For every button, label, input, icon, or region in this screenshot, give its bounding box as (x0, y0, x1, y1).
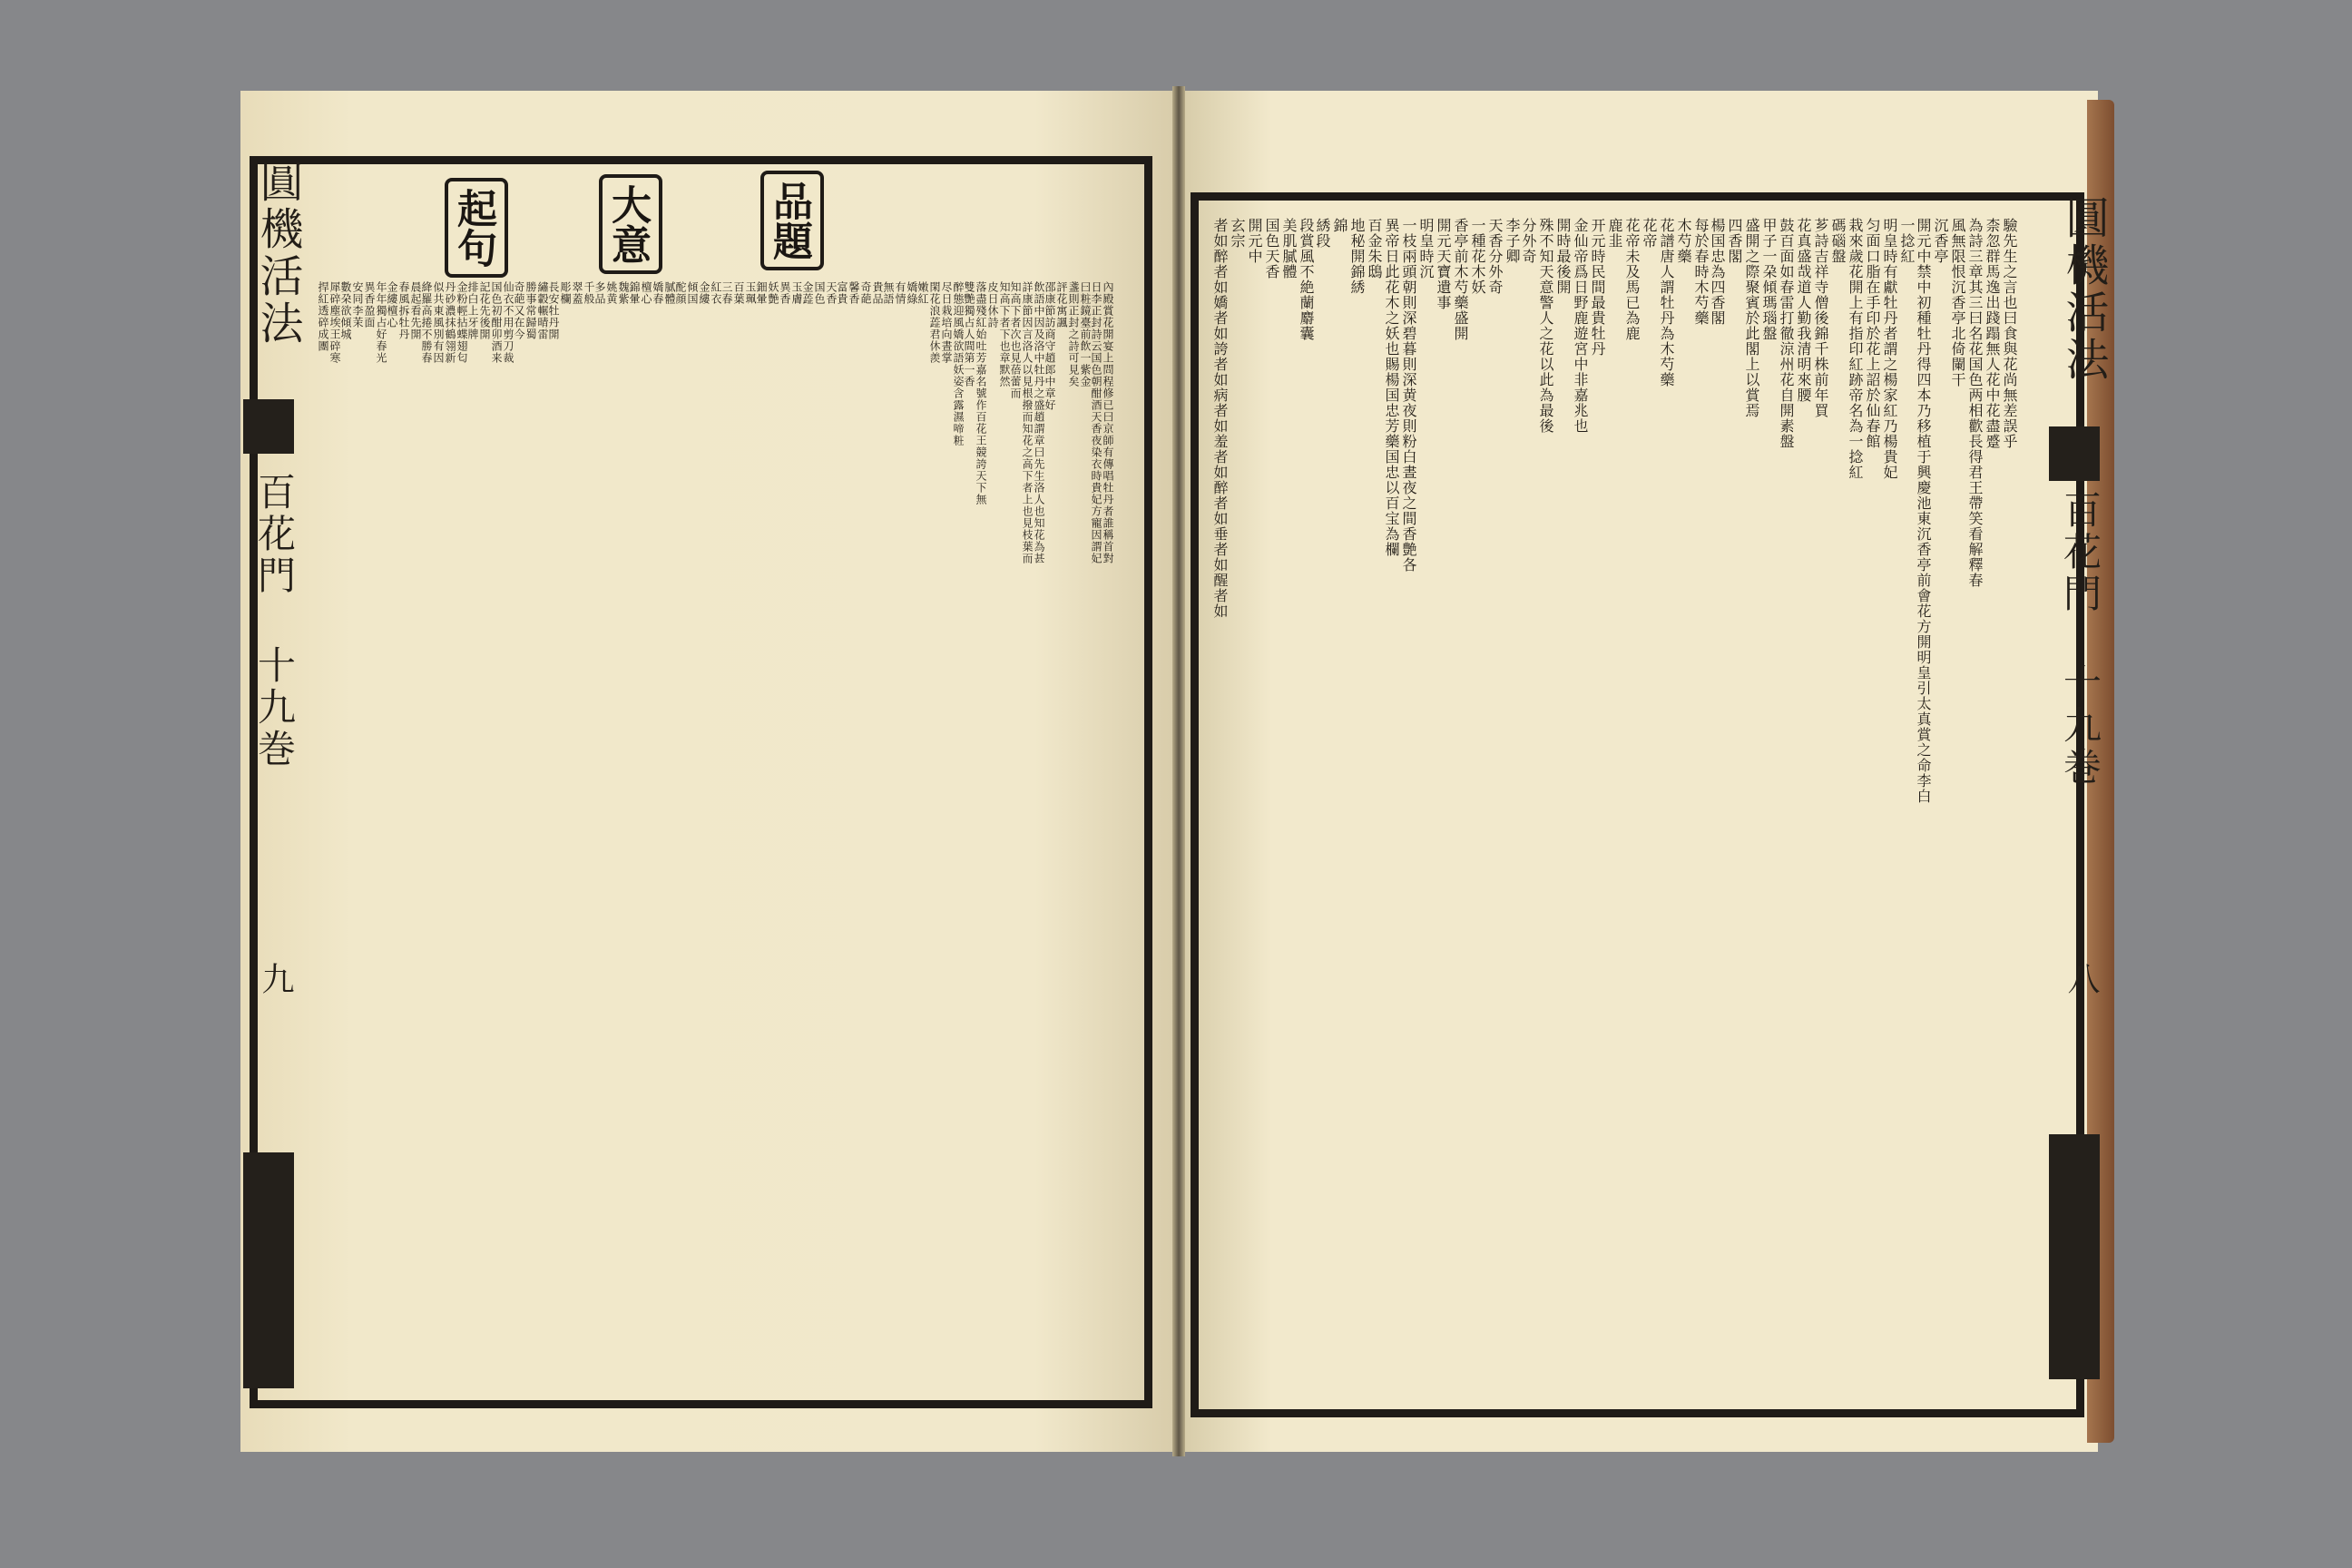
text-column: 芗詩吉祥寺僧後錦千株前年買 (1812, 218, 1829, 418)
left-page-number: 九 (257, 962, 294, 995)
text-column: 開時最後開 (1554, 218, 1572, 295)
text-column: 犀碎塵埃王碎寒 (328, 281, 341, 364)
text-column: 飲語中因及洛中牡丹之盛趙謂章曰先生洛人也知花為甚 (1033, 281, 1045, 564)
text-column: 香亭前木芍藥盛開 (1452, 218, 1469, 341)
text-column: 国色 (813, 281, 826, 305)
text-column: 貴品 (871, 281, 884, 305)
text-column: 金蕋 (801, 281, 814, 305)
text-column: 開元天寶遺事 (1435, 218, 1452, 310)
heading-dayi: 大意 (599, 174, 662, 274)
text-column: 無語 (882, 281, 895, 305)
text-column: 三春 (720, 281, 733, 305)
text-column: 百金朱鴟 (1366, 218, 1383, 279)
left-margin-section: 百花門 十九巻 (252, 472, 297, 770)
text-column: 酡顔 (674, 281, 687, 305)
text-column: 內殿賞花開宴上問程修已曰京師有傳唱牡丹者誰稱首對 (1102, 281, 1114, 564)
text-column: 金縷檀心 (386, 281, 398, 328)
text-column: 丹砂濃抹鶴翎新 (444, 281, 456, 364)
text-column: 捍紅透碎成團 (317, 281, 329, 352)
text-column: 盛開之際聚賓於此閣上以賞焉 (1743, 218, 1760, 418)
text-column: 玄宗 (1229, 218, 1246, 249)
text-column: 知高下者下也章默然 (998, 281, 1011, 387)
text-column: 国色天香 (1263, 218, 1280, 279)
text-column: 沉香亭 (1932, 218, 1949, 264)
text-column: 金縷 (698, 281, 710, 305)
text-column: 木芍藥 (1675, 218, 1692, 264)
text-column: 安同李茉 (351, 281, 364, 328)
text-column: 驗先生之言也曰食與花尚無差誤乎 (2001, 218, 2018, 449)
book-gutter (1172, 86, 1185, 1456)
text-column: 閑花浪蕋君休羨 (928, 281, 941, 364)
text-column: 楊国忠為四香閣 (1709, 218, 1726, 326)
text-column: 花帝未及馬已為鹿 (1623, 218, 1641, 341)
text-column: 奇葩 (859, 281, 872, 305)
text-column: 似共東風別有因 (432, 281, 445, 364)
right-page-number: 八 (2063, 962, 2100, 995)
right-fold-band-top (2049, 426, 2100, 481)
text-column: 開元中禁中初種牡丹得四本乃移植于興慶池東沉香亭前會花方開明皇引太真賞之命李白 (1915, 218, 1932, 804)
text-column: 邵康節訪商守趙郎中章好 (1044, 281, 1056, 411)
text-column: 綉段 (1314, 218, 1331, 249)
text-column: 栽來歲花開上有指印紅跡帝名為一捻紅 (1847, 218, 1864, 480)
text-column: 長安牡丹開 (547, 281, 560, 340)
text-column: 詳康節因言洛人以見根撥而知花之高下者上也見枝葉而 (1021, 281, 1034, 564)
right-fold-band-bottom (2049, 1134, 2100, 1379)
text-column: 天香分外奇 (1486, 218, 1504, 295)
text-column: 花譜唐人謂牡丹為木芍藥 (1658, 218, 1675, 387)
text-column: 膩體 (663, 281, 676, 305)
text-column: 開元中 (1246, 218, 1263, 264)
text-column: 皮日休詩 (986, 281, 999, 328)
text-column: 尽日栽培向晝掌 (940, 281, 953, 364)
text-column: 玉膚 (790, 281, 803, 305)
text-column: 傾国 (686, 281, 699, 305)
text-column: 姚黄 (605, 281, 618, 305)
text-column: 天香 (825, 281, 838, 305)
text-column: 地秘開錦綉 (1348, 218, 1366, 295)
text-column: 雙艷獨占人間第一香 (963, 281, 975, 387)
text-column: 妖艶 (767, 281, 779, 305)
left-margin-title: 圓機活法 (252, 159, 303, 348)
text-column: 百葉 (732, 281, 745, 305)
text-column: 晨起看先開 (409, 281, 422, 340)
text-column: 匀面口脂在手印於花上詔於仙春館 (1864, 218, 1881, 449)
text-column: 有情 (894, 281, 906, 305)
text-column: 紅衣 (710, 281, 722, 305)
text-column: 鼓百面如春雷打徹涼州花自開素盤 (1778, 218, 1795, 449)
text-column: 知高下者次也見蓓蕾而 (1009, 281, 1022, 399)
text-column: 一種花木妖 (1469, 218, 1486, 295)
text-column: 馨香 (848, 281, 860, 305)
text-column: 彫欄 (559, 281, 572, 305)
text-column: 異香盈面 (363, 281, 376, 328)
text-column: 甲子一朶傾瑪瑙盤 (1760, 218, 1778, 341)
text-column: 明皇時有獻牡丹者謂之楊家紅乃楊貴妃 (1881, 218, 1898, 480)
text-column: 記花先後開 (478, 281, 491, 340)
text-column: 殊不知天意警人之花以此為最後 (1537, 218, 1554, 434)
text-column: 異香 (779, 281, 791, 305)
text-column: 每於春時木芍藥 (1692, 218, 1710, 326)
text-column: 春風拆牡丹 (397, 281, 410, 340)
text-column: 曰粧鏡臺前飲一紫金 (1079, 281, 1092, 387)
text-column: 金粉輕拈蝶翅匂 (456, 281, 468, 364)
text-column: 錦暈 (628, 281, 641, 305)
text-column: 絳羅高捲不勝春 (420, 281, 433, 364)
text-column: 繡轂輾晴雷 (536, 281, 549, 340)
text-column: 嬌春 (652, 281, 664, 305)
text-column: 檀心 (640, 281, 652, 305)
text-column: 日李正封詩云国色朝酣酒天香夜染衣時貴妃方寵因謂妃 (1090, 281, 1102, 564)
text-column: 花真盛哉道人勤我清明來腰 (1795, 218, 1812, 403)
heading-qiju: 起句 (445, 178, 508, 278)
fold-band-bottom (243, 1152, 294, 1388)
text-column: 評花寓諷 (1055, 281, 1068, 328)
text-column: 一枝兩頭朝則深碧暮則深黄夜則粉白晝夜之間香艶各 (1400, 218, 1417, 573)
text-column: 異帝日此花木之妖也賜楊国忠芳藥国忠以百宝為欄 (1383, 218, 1400, 557)
text-column: 富貴 (836, 281, 848, 305)
text-column: 鹿韭 (1606, 218, 1623, 249)
text-column: 翠蓋 (571, 281, 583, 305)
text-column: 年年獨占好春光 (375, 281, 387, 364)
text-column: 落盡殘紅始吐芳嘉名號作百花王競誇天下無 (975, 281, 987, 505)
text-column: 玉珮 (744, 281, 757, 305)
text-column: 李子卿 (1504, 218, 1521, 264)
text-column: 鈿暈 (755, 281, 768, 305)
text-column: 开元時民間最貴牡丹 (1589, 218, 1606, 357)
right-margin-section: 百花門 十九巻 (2058, 490, 2102, 789)
text-column: 為詩三章其三曰名花国色两相歡長得君王帶笑看解釋春 (1966, 218, 1984, 588)
text-column: 嬌綠 (906, 281, 918, 305)
heading-pinti: 品題 (760, 171, 824, 270)
text-column: 花帝 (1641, 218, 1658, 249)
text-column: 明皇時沉 (1417, 218, 1435, 279)
text-column: 錦 (1331, 218, 1348, 233)
text-column: 美肌膩體 (1280, 218, 1298, 279)
text-column: 醉態迎風嬌欲語妖姿含露濕啼粧 (952, 281, 965, 446)
text-column: 段賞風不絶蘭麝囊 (1298, 218, 1315, 341)
text-column: 一捻紅 (1898, 218, 1916, 264)
text-column: 風無限恨沉香亭北倚闌干 (1949, 218, 1966, 387)
text-column: 多品 (593, 281, 606, 305)
text-column: 勝事常歸蜀 (524, 281, 537, 340)
text-column: 魏紫 (617, 281, 630, 305)
text-column: 嫩紅 (916, 281, 929, 305)
text-column: 碼碯盤 (1829, 218, 1847, 264)
fold-band-top (243, 399, 294, 454)
text-column: 国色初酣卯酒来 (490, 281, 503, 364)
right-margin-title: 圓機活法 (2058, 195, 2109, 384)
text-column: 者如醉者如嬌者如誇者如病者如羞者如醉者如垂者如醒者如 (1211, 218, 1229, 619)
text-column: 金仙帝爲日野鹿遊宮中非嘉兆也 (1572, 218, 1589, 434)
text-column: 分外奇 (1520, 218, 1537, 264)
text-column: 排白上牙牌 (466, 281, 479, 340)
text-column: 盞則正封之詩可見矣 (1067, 281, 1080, 387)
text-column: 仙衣不用剪刀裁 (502, 281, 514, 364)
text-column: 柰忽群馬逸出踐蹋無人花中花盡蹙 (1984, 218, 2001, 449)
text-column: 奇葩又在今 (513, 281, 525, 340)
text-column: 四香閣 (1726, 218, 1743, 264)
text-column: 數朶欲傾城 (339, 281, 352, 340)
text-column: 千般 (583, 281, 595, 305)
